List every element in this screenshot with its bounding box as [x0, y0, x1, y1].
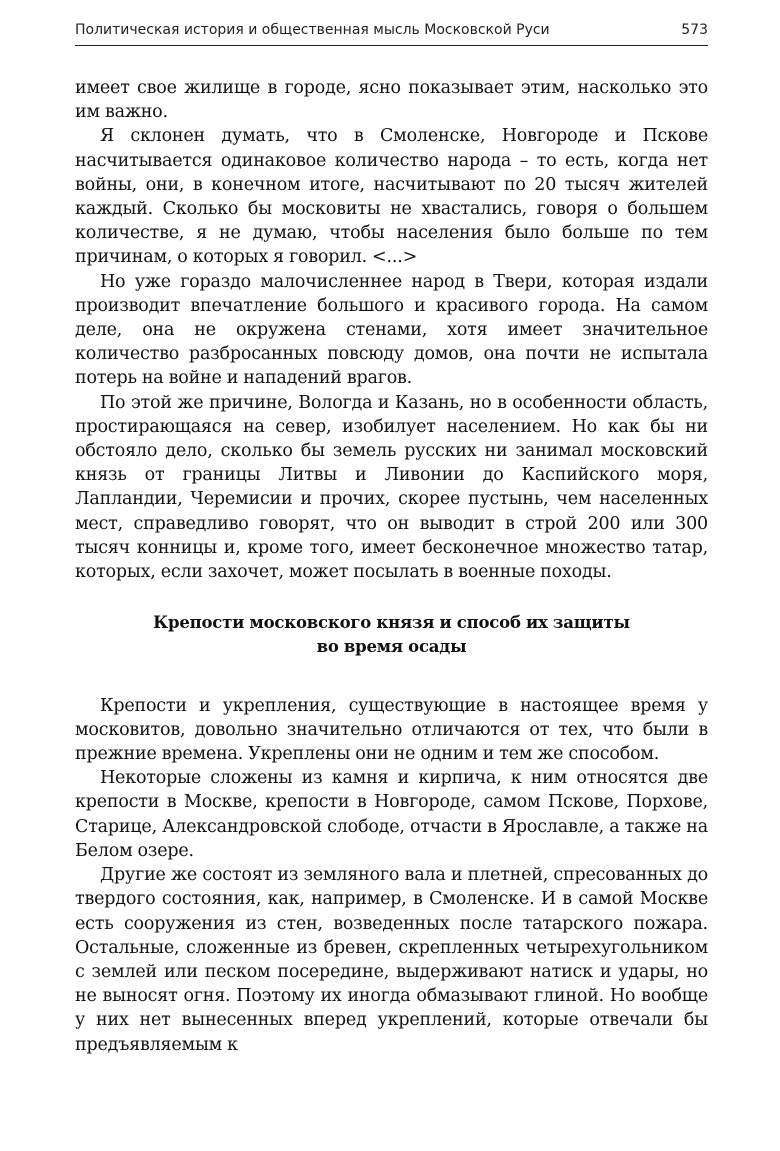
paragraph: Крепости и укрепления, существующие в настоящее время у московитов, довольно значительно отличаются от тех, что были в прежние времена. Укреплены они не одним и тем же способом.	[75, 695, 708, 765]
body-text	[75, 76, 708, 1057]
paragraph: Я склонен думать, что в Смоленске, Новгороде и Пскове насчитывается одинаковое количество народа – то есть, когда нет войны, они, в конечном итоге, насчитывают по 20 тысяч жителей каждый. Сколько бы московиты не хвастались, говоря о большем количестве, я не думаю, чтобы населения было больше по тем причинам, о которых я говорил. <...>	[75, 126, 708, 268]
section-heading-line: во время осады	[316, 637, 467, 657]
running-header	[75, 20, 708, 46]
paragraph: Некоторые сложены из камня и кирпича, к ним относятся две крепости в Москве, крепости в Новгороде, самом Пскове, Порхове, Старице, Александровской слободе, отчасти в Ярославле, а также на Белом озере.	[75, 768, 708, 861]
paragraph: Но уже гораздо малочисленнее народ в Твери, которая издали производит впечатление большого и красивого города. На самом деле, она не окружена стенами, хотя имеет значительное количество разбросанных повсюду домов, она почти не испытала потерь на войне и нападений врагов.	[75, 271, 708, 389]
header-rule	[75, 45, 708, 46]
page-number: 573	[681, 22, 708, 38]
section-heading	[75, 611, 708, 659]
paragraph: По этой же причине, Вологда и Казань, но в особенности область, простирающаяся на север, изобилует населением. Но как бы ни обстояло дело, сколько бы земель русских ни занимал московский князь от границы Литвы и Ливонии до Каспийского моря, Лапландии, Черемисии и прочих, скорее пустынь, чем населенных мест, справедливо говорят, что он выводит в строй 200 или 300 тысяч конницы и, кроме того, имеет бесконечное множество татар, которых, если захочет, может посылать в военные походы.	[75, 392, 708, 583]
section-heading-line: Крепости московского князя и способ их защиты	[153, 613, 630, 633]
paragraph: Другие же состоят из земляного вала и плетней, спресованных до твердого состояния, как, например, в Смоленске. И в самой Москве есть сооружения из стен, возведенных после татарского пожара. Остальные, сложенные из бревен, скрепленных четырехугольником с землей или песком посередине, выдерживают натиск и удары, но не выносят огня. Поэтому их иногда обмазывают глиной. Но вообще у них нет вынесенных вперед укреплений, которые отвечали бы предъявляемым к	[75, 865, 708, 1055]
paragraph: имеет свое жилище в городе, ясно показывает этим, насколько это им важно.	[75, 78, 708, 123]
running-title: Политическая история и общественная мысль Московской Руси	[75, 22, 550, 38]
